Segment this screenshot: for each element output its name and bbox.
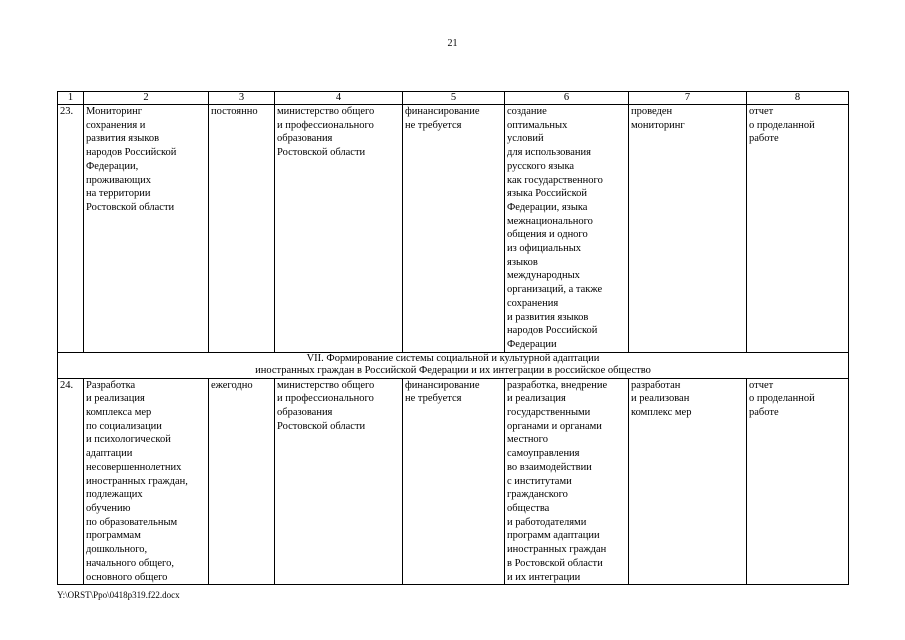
- report-cell: отчет о проделанной работе: [747, 378, 849, 585]
- row-number: 24.: [58, 378, 84, 585]
- column-header: 5: [403, 92, 505, 105]
- event-cell: Мониторинг сохранения и развития языков народов Российской Федерации, проживающих на территории Ростовской области: [84, 105, 209, 353]
- column-header: 3: [209, 92, 275, 105]
- file-path-footer: Y:\ORST\Ppo\0418p319.f22.docx: [57, 590, 180, 600]
- column-header: 2: [84, 92, 209, 105]
- result-cell: создание оптимальных условий для использования русского языка как государственного языка Российской Федерации, языка межнационального общения и одного из официальных языков международных организаций, а также сохранения и развития языков народов Российской Федерации: [505, 105, 629, 353]
- term-cell: постоянно: [209, 105, 275, 353]
- column-header: 6: [505, 92, 629, 105]
- table-row: [58, 378, 849, 585]
- header-row: [58, 92, 849, 105]
- indicator-cell: проведен мониторинг: [629, 105, 747, 353]
- column-header: 7: [629, 92, 747, 105]
- column-header: 1: [58, 92, 84, 105]
- section-heading-line: VII. Формирование системы социальной и культурной адаптации: [306, 352, 600, 364]
- event-cell: Разработка и реализация комплекса мер по социализации и психологической адаптации несовершеннолетних иностранных граждан, подлежащих обучению по образовательным программам дошкольного, начального общего, основного общего: [84, 378, 209, 585]
- indicator-cell: разработан и реализован комплекс мер: [629, 378, 747, 585]
- financing-cell: финансирование не требуется: [403, 378, 505, 585]
- result-cell: разработка, внедрение и реализация государственными органами и органами местного самоуправления во взаимодействии с институтами гражданского общества и работодателями программ адаптации иностранных граждан в Ростовской области и их интеграции: [505, 378, 629, 585]
- executor-cell: министерство общего и профессионального образования Ростовской области: [275, 105, 403, 353]
- table-row: [58, 105, 849, 353]
- report-cell: отчет о проделанной работе: [747, 105, 849, 353]
- section-heading-line: иностранных граждан в Российской Федерации и их интеграции в российское общество: [255, 365, 651, 377]
- section-heading: [58, 352, 849, 378]
- measures-table: [57, 91, 849, 585]
- term-cell: ежегодно: [209, 378, 275, 585]
- financing-cell: финансирование не требуется: [403, 105, 505, 353]
- section-row: [58, 352, 849, 378]
- column-header: 8: [747, 92, 849, 105]
- column-header: 4: [275, 92, 403, 105]
- page-number: 21: [447, 38, 458, 49]
- row-number: 23.: [58, 105, 84, 353]
- executor-cell: министерство общего и профессионального образования Ростовской области: [275, 378, 403, 585]
